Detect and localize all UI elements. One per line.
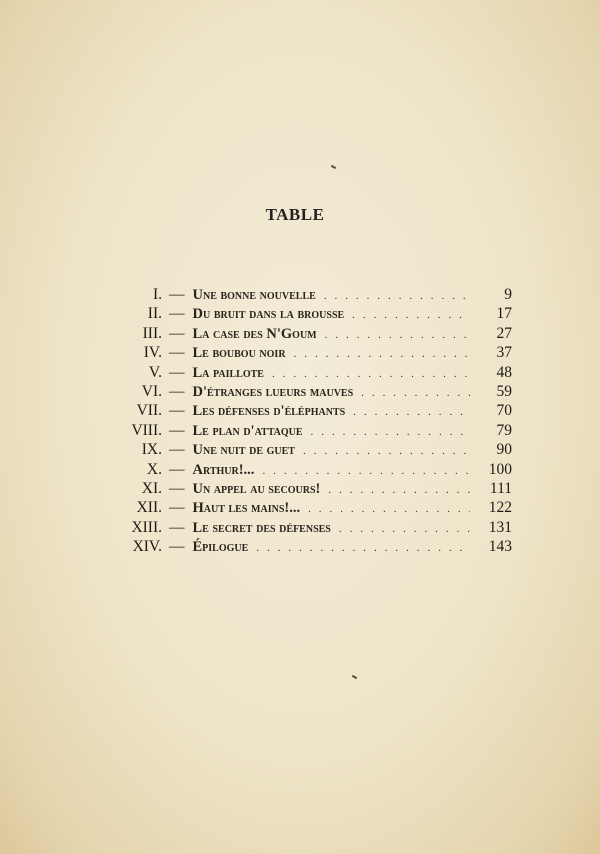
toc-entry <box>90 519 512 538</box>
chapter-title: D'étranges lueurs mauves <box>192 383 354 400</box>
toc-entry <box>90 480 512 499</box>
dot-leader <box>303 445 470 457</box>
toc-entry <box>90 461 512 480</box>
separator-dash: — <box>169 499 185 517</box>
chapter-title: Le boubou noir <box>192 345 286 362</box>
toc-entry <box>90 441 512 460</box>
separator-dash: — <box>169 363 185 381</box>
chapter-title: Le plan d'attaque <box>192 422 303 439</box>
chapter-number: I. <box>152 286 162 303</box>
toc-entry <box>90 422 512 441</box>
dot-leader <box>256 542 470 554</box>
paper-speck <box>331 165 336 169</box>
separator-dash: — <box>169 324 185 342</box>
page-number: 131 <box>488 518 512 536</box>
toc-entry <box>90 538 512 557</box>
chapter-title: La paillote <box>192 364 264 381</box>
toc-entry <box>90 364 512 383</box>
toc-entry <box>90 325 512 344</box>
page-number: 111 <box>489 479 512 497</box>
chapter-number: XII. <box>136 499 162 517</box>
page-number: 70 <box>496 402 512 420</box>
page-number: 143 <box>488 538 512 556</box>
toc-entry <box>90 402 512 421</box>
page-number: 79 <box>496 421 512 439</box>
chapter-number: IX. <box>141 441 162 459</box>
chapter-number: XI. <box>141 479 162 497</box>
separator-dash: — <box>169 344 185 362</box>
separator-dash: — <box>169 441 185 459</box>
paper-speck <box>352 675 357 679</box>
page-number: 37 <box>496 344 512 362</box>
dot-leader <box>324 290 470 302</box>
toc-entry <box>90 344 512 363</box>
chapter-number: XIII. <box>131 518 162 536</box>
separator-dash: — <box>169 286 185 303</box>
chapter-title: Une bonne nouvelle <box>192 287 316 303</box>
chapter-number: IV. <box>143 344 162 362</box>
page-title: TABLE <box>265 205 325 224</box>
dot-leader <box>361 387 470 399</box>
separator-dash: — <box>169 402 185 420</box>
chapter-title: Une nuit de guet <box>192 442 295 459</box>
page-number: 122 <box>488 499 512 517</box>
chapter-title: Haut les mains!... <box>192 500 301 517</box>
dot-leader <box>311 426 470 438</box>
separator-dash: — <box>169 421 185 439</box>
page-number: 90 <box>496 441 512 459</box>
dot-leader <box>262 465 470 477</box>
chapter-title: Un appel au secours! <box>192 480 321 497</box>
table-of-contents <box>90 286 512 557</box>
chapter-title: Les défenses d'éléphants <box>192 403 346 420</box>
chapter-number: X. <box>146 460 162 478</box>
separator-dash: — <box>169 382 185 400</box>
separator-dash: — <box>169 305 185 323</box>
toc-entry <box>90 499 512 518</box>
chapter-title: Le secret des défenses <box>192 519 331 536</box>
page-number: 9 <box>504 286 512 303</box>
chapter-title: Du bruit dans la brousse <box>192 306 345 323</box>
page-number: 27 <box>496 324 512 342</box>
separator-dash: — <box>169 538 185 556</box>
dot-leader <box>352 309 470 321</box>
toc-entry <box>90 286 512 305</box>
dot-leader <box>328 484 470 496</box>
chapter-title: Épilogue <box>192 539 249 556</box>
chapter-number: VIII. <box>131 421 162 439</box>
chapter-number: II. <box>147 305 162 323</box>
chapter-number: VII. <box>136 402 162 420</box>
page-number: 48 <box>496 363 512 381</box>
dot-leader <box>353 406 470 418</box>
chapter-number: III. <box>142 324 162 342</box>
chapter-title: La case des N'Goum <box>192 325 317 342</box>
dot-leader <box>272 368 470 380</box>
chapter-number: XIV. <box>132 538 162 556</box>
separator-dash: — <box>169 479 185 497</box>
page-number: 59 <box>496 382 512 400</box>
chapter-number: VI. <box>141 382 162 400</box>
dot-leader <box>339 523 470 535</box>
chapter-title: Arthur!... <box>192 461 255 478</box>
toc-entry <box>90 383 512 402</box>
separator-dash: — <box>169 460 185 478</box>
chapter-number: V. <box>148 363 162 381</box>
page-number: 100 <box>488 460 512 478</box>
dot-leader <box>325 329 470 341</box>
toc-entry <box>90 305 512 324</box>
page-number: 17 <box>496 305 512 323</box>
dot-leader <box>294 348 470 360</box>
separator-dash: — <box>169 518 185 536</box>
dot-leader <box>308 503 470 515</box>
